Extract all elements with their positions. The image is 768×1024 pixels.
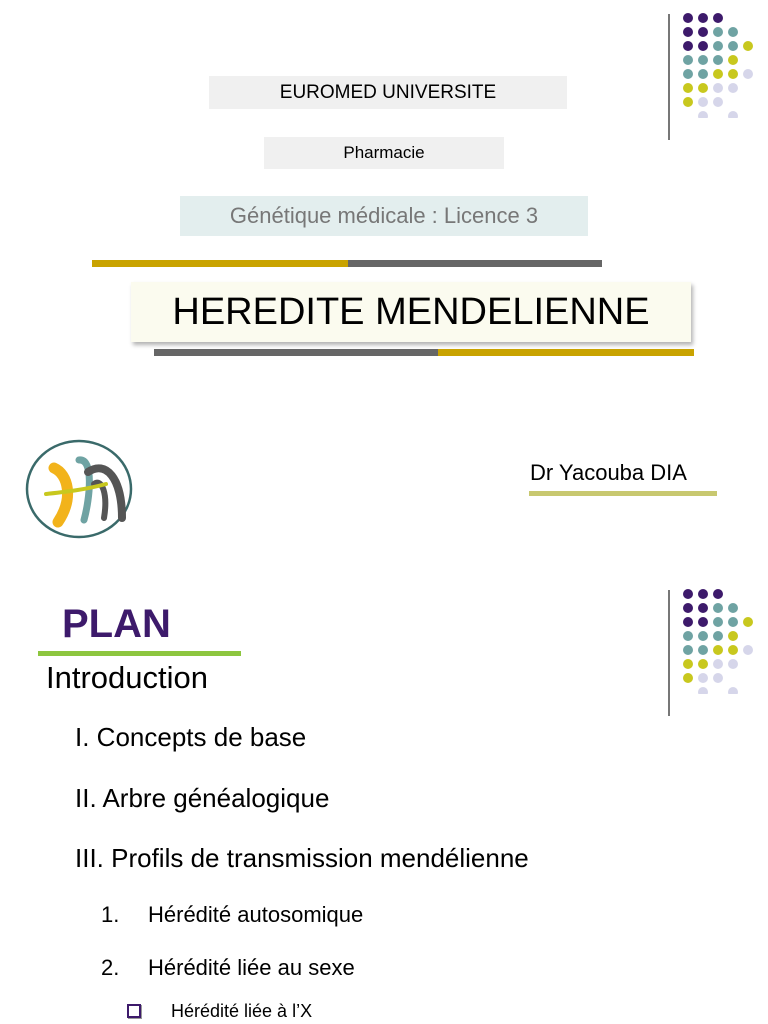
- subitem-autosomique: Hérédité autosomique: [148, 902, 364, 927]
- author-name: Dr Yacouba DIA: [530, 460, 687, 485]
- page-title: HEREDITE MENDELIENNE: [131, 282, 691, 342]
- decorative-dot-grid: [676, 8, 766, 118]
- plan-heading: PLAN: [62, 602, 171, 646]
- decorative-vertical-line: [668, 14, 670, 140]
- plan-item-arbre: II. Arbre généalogique: [75, 783, 330, 813]
- decorative-vertical-line: [668, 590, 670, 716]
- subitem-sexe: Hérédité liée au sexe: [148, 955, 355, 980]
- title-bottom-bar: [154, 349, 694, 356]
- bullet-heredite-x: Hérédité liée à l’X: [171, 1001, 313, 1021]
- subitem-number: 1.: [101, 902, 120, 927]
- author-underline: [529, 491, 717, 496]
- course-label: Génétique médicale : Licence 3: [180, 196, 588, 236]
- square-bullet-icon: [127, 1004, 141, 1018]
- faculty-label: Pharmacie: [264, 137, 504, 169]
- euromed-logo-icon: [24, 438, 136, 540]
- plan-item-concepts: I. Concepts de base: [75, 722, 307, 752]
- plan-item-profils: III. Profils de transmission mendélienne: [75, 843, 529, 873]
- subitem-number: 2.: [101, 955, 120, 980]
- decorative-dot-grid: [676, 584, 766, 694]
- title-top-bar: [92, 260, 602, 267]
- university-label: EUROMED UNIVERSITE: [209, 76, 567, 109]
- plan-intro: Introduction: [46, 660, 208, 695]
- plan-heading-underline: [38, 651, 241, 656]
